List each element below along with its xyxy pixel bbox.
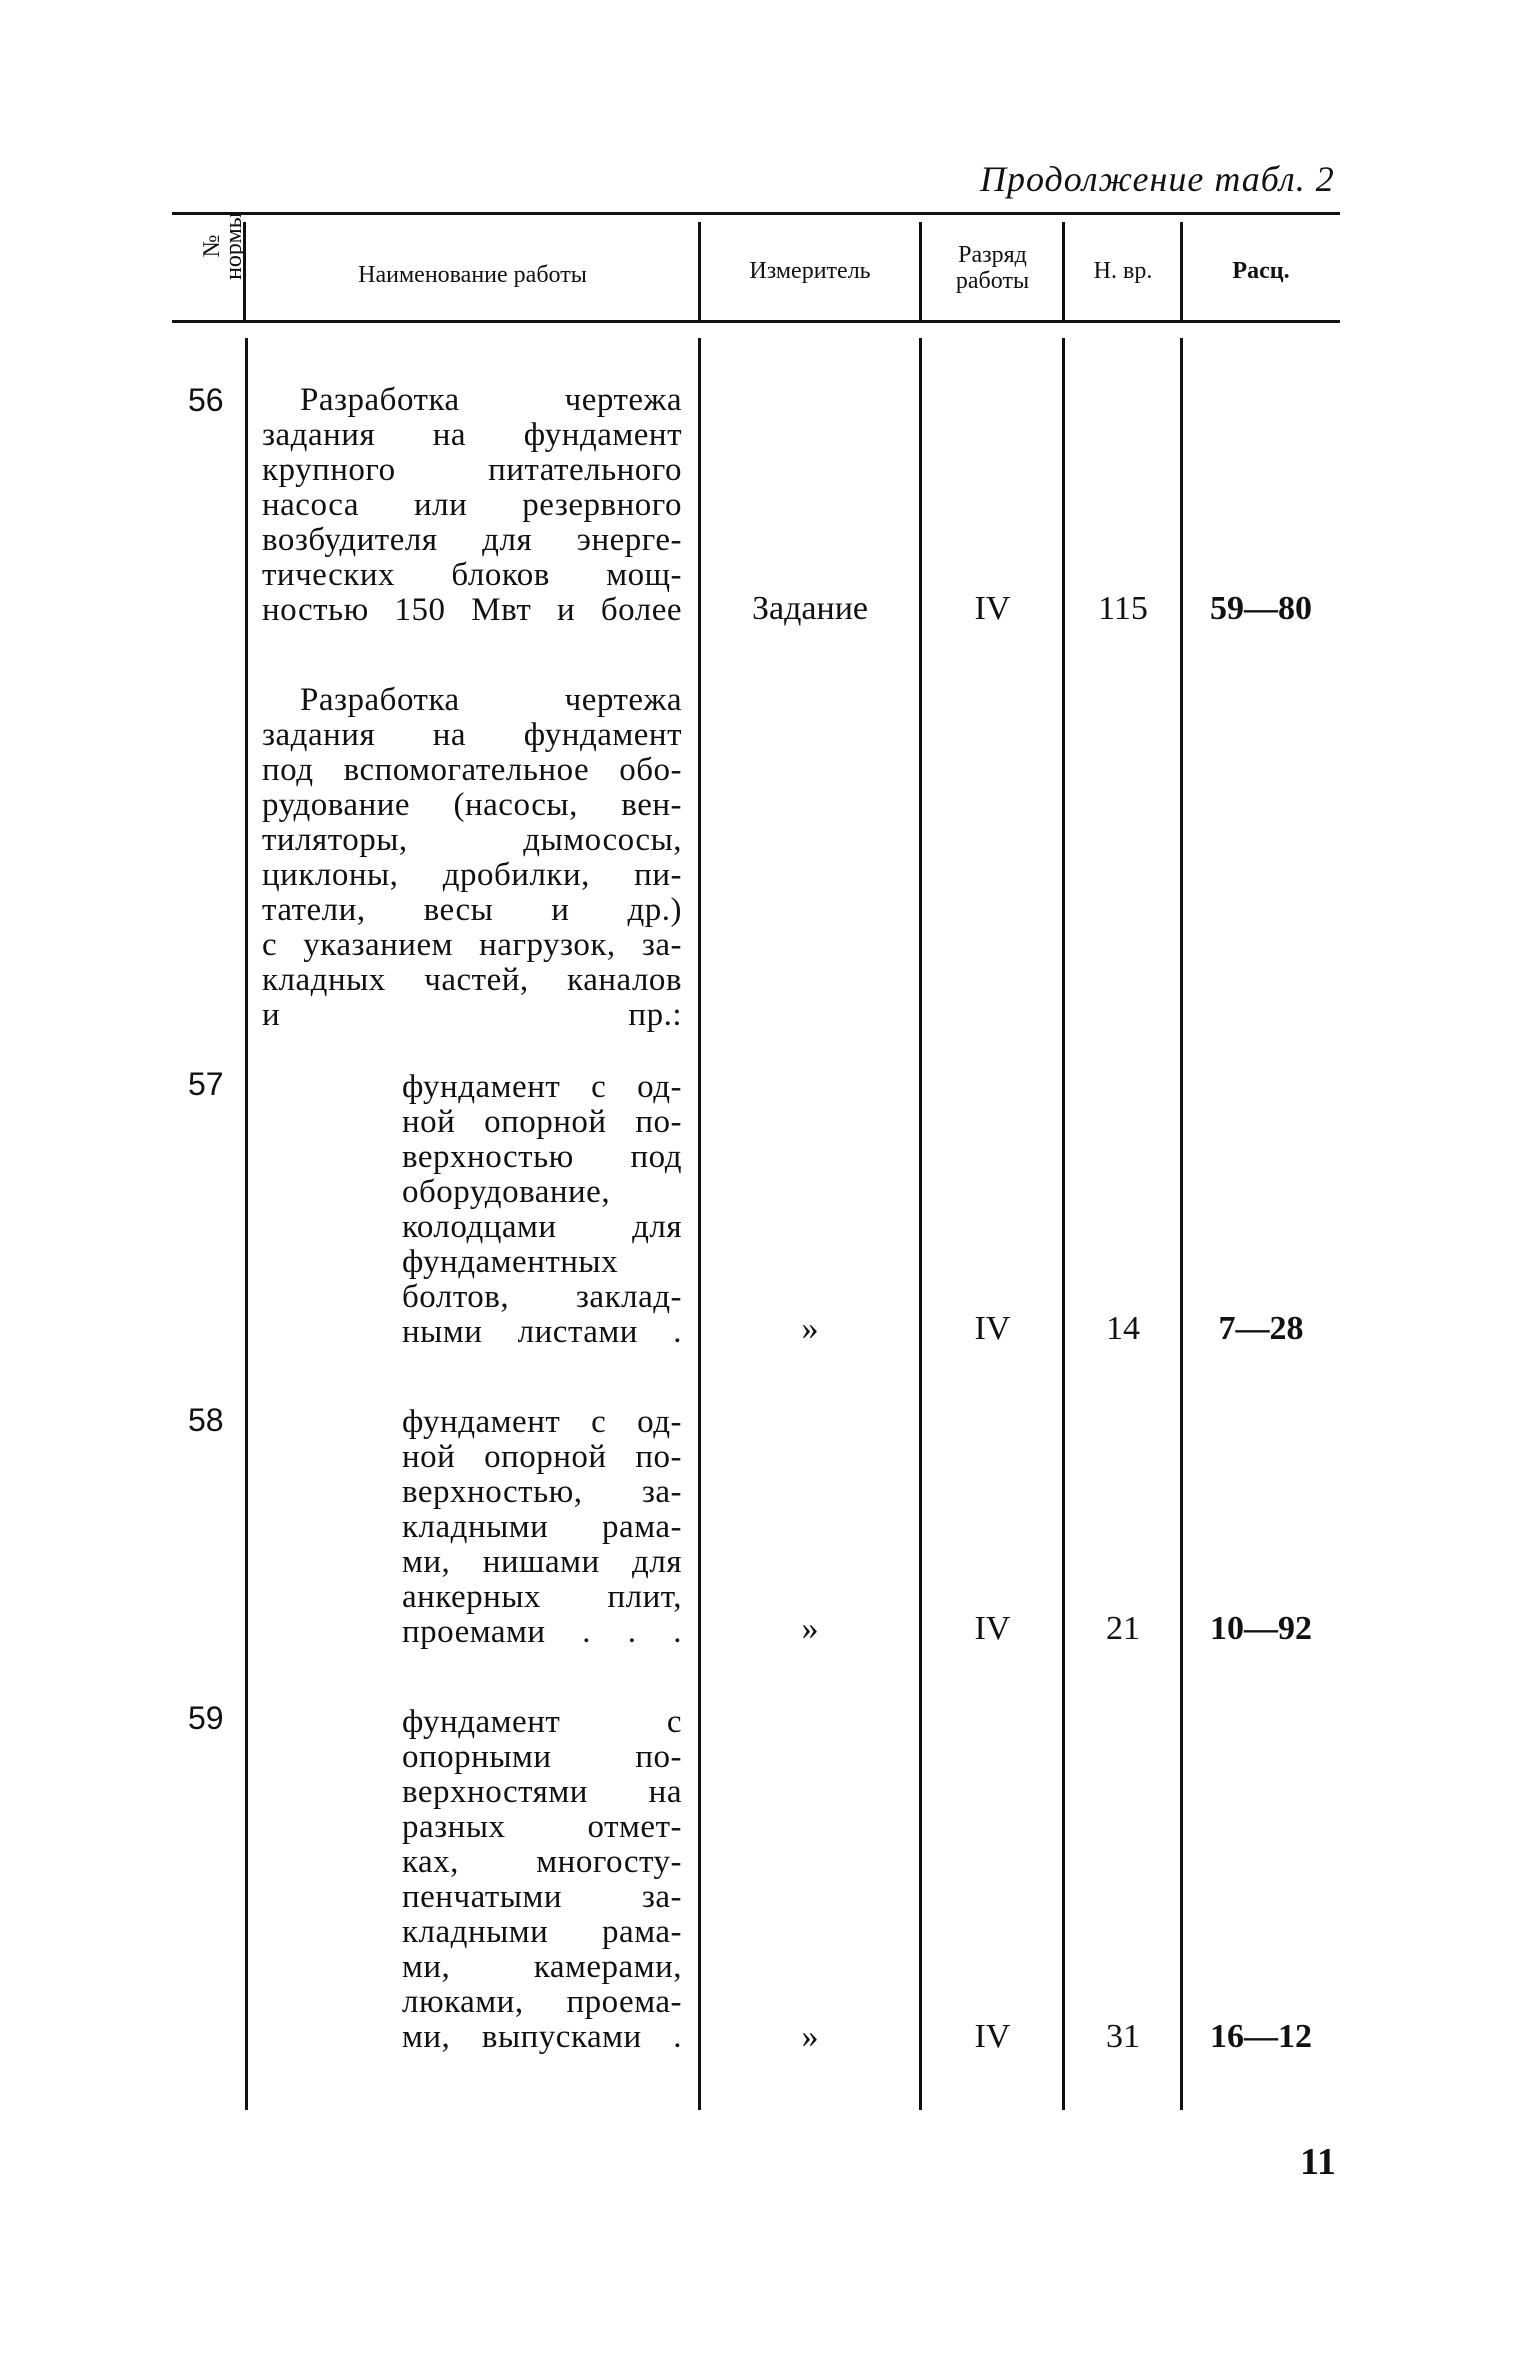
unit-value: »	[801, 1310, 819, 1347]
norm-number: 57	[188, 1066, 224, 1102]
header-divider	[1180, 222, 1183, 320]
grade-value: IV	[974, 1310, 1011, 1347]
unit-value: Задание	[752, 590, 868, 627]
unit-value: »	[801, 2018, 819, 2055]
header-grade: Разряд работы	[955, 242, 1030, 294]
work-description: фундамент с од- ной опорной по- верхностью под оборудование, колодцами для фундаментных болтов, заклад- ными листами .	[402, 1069, 682, 1350]
grade-value: IV	[974, 2018, 1011, 2055]
time-value: 115	[1098, 590, 1148, 627]
time-value: 14	[1106, 1310, 1140, 1347]
norm-number: 58	[188, 1402, 224, 1438]
group-description: Разработка чертежа задания на фундамент под вспомогательное обо- рудование (насосы, вен- тиляторы, дымососы, циклоны, дробилки, пи- татели, весы и др.) с указанием нагрузок, за- кладных частей, каналов и пр.:	[262, 682, 682, 1033]
page-number: 11	[1300, 2141, 1336, 2183]
grade-value: IV	[974, 1610, 1011, 1647]
column-divider	[1062, 338, 1065, 2110]
time-value: 31	[1106, 2018, 1140, 2055]
work-description: фундамент с од- ной опорной по- верхностью, за- кладными рама- ми, нишами для анкерных плит, проемами . . .	[402, 1404, 682, 1650]
column-divider	[919, 338, 922, 2110]
header-work-name: Наименование работы	[358, 262, 587, 288]
norm-number: 56	[188, 382, 224, 418]
rate-value: 7—28	[1218, 1310, 1304, 1347]
column-divider	[698, 338, 701, 2110]
header-divider	[919, 222, 922, 320]
header-time: Н. вр.	[1093, 258, 1153, 284]
rate-value: 59—80	[1210, 590, 1312, 627]
header-unit: Измеритель	[749, 258, 871, 284]
column-divider	[1180, 338, 1183, 2110]
header-norm-number: № нормы	[199, 212, 247, 280]
table-top-rule	[172, 212, 1340, 215]
unit-value: »	[801, 1610, 819, 1647]
continuation-label: Продолжение табл. 2	[980, 159, 1335, 199]
rate-value: 10—92	[1210, 1610, 1312, 1647]
header-divider	[1062, 222, 1065, 320]
work-description: Разработка чертежа задания на фундамент крупного питательного насоса или резервного возбудителя для энерге- тических блоков мощ- ностью 150 Мвт и более	[262, 382, 682, 628]
rate-value: 16—12	[1210, 2018, 1312, 2055]
header-divider	[698, 222, 701, 320]
header-rate: Расц.	[1232, 258, 1290, 284]
work-description: фундамент с опорными по- верхностями на разных отмет- ках, многосту- пенчатыми за- кладными рама- ми, камерами, люками, проема- ми, выпусками .	[402, 1704, 682, 2055]
time-value: 21	[1106, 1610, 1140, 1647]
column-divider	[245, 338, 248, 2110]
norm-number: 59	[188, 1700, 224, 1736]
grade-value: IV	[974, 590, 1011, 627]
header-bottom-rule	[172, 320, 1340, 323]
